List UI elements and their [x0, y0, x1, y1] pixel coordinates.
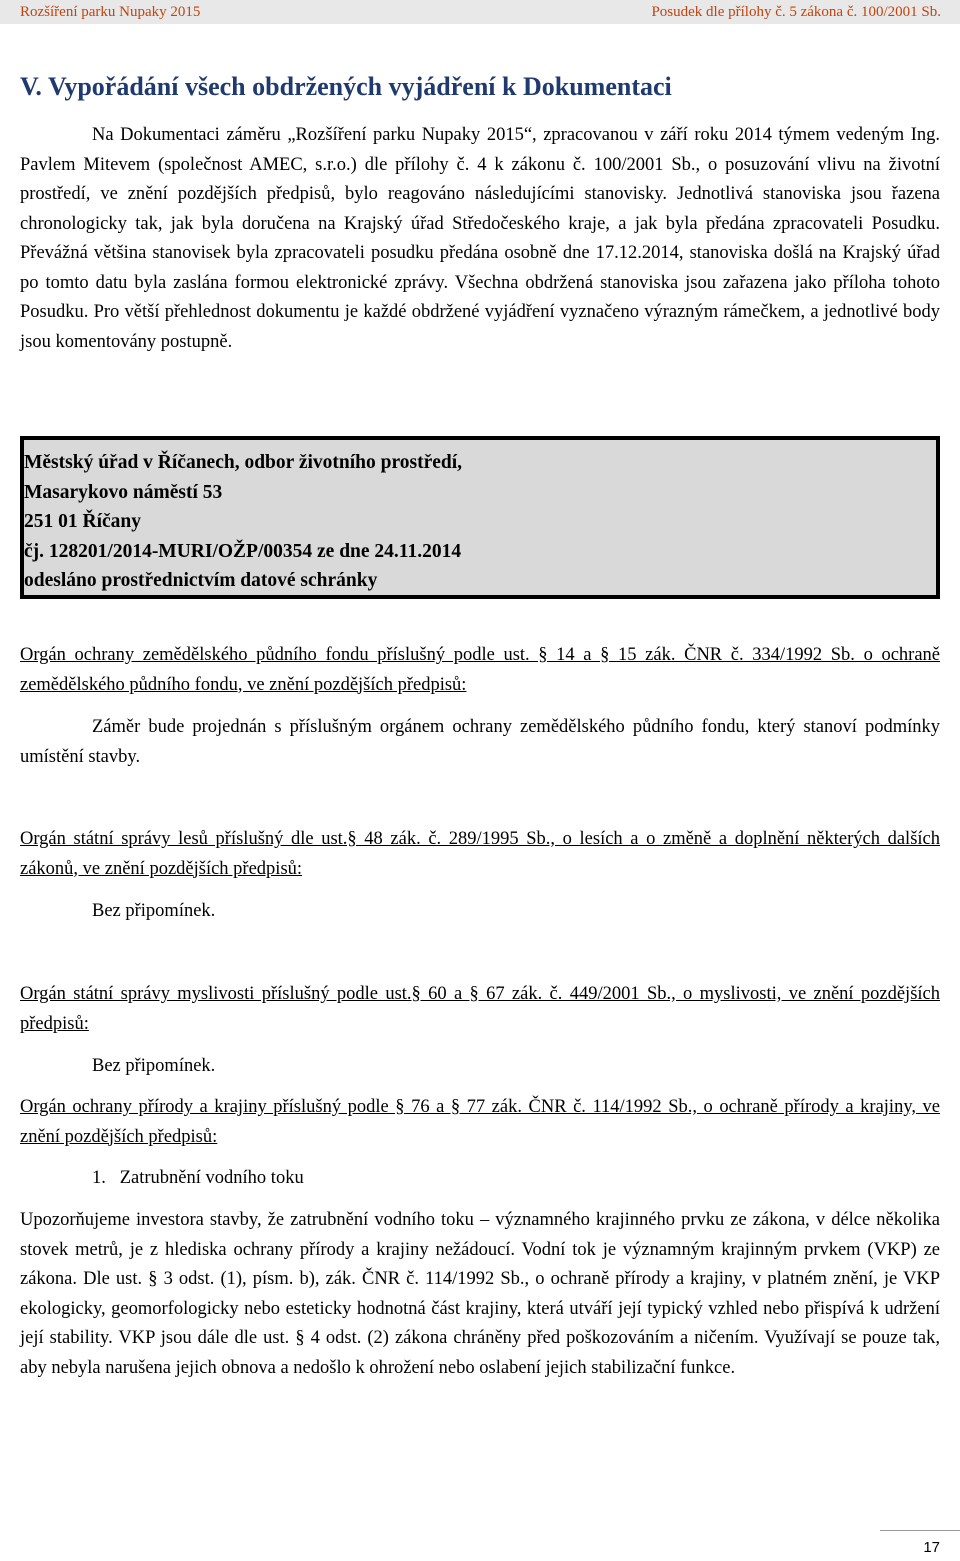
section-title: V. Vypořádání všech obdržených vyjádření k Dokumentaci — [20, 72, 672, 101]
organ-lesy-text: Bez připomínek. — [92, 901, 216, 921]
box-street: Masarykovo náměstí 53 — [24, 481, 223, 503]
list-item: 1. Zatrubnění vodního toku — [92, 1168, 304, 1188]
header-document-title: Rozšíření parku Nupaky 2015 — [20, 4, 201, 20]
header-document-type: Posudek dle přílohy č. 5 zákona č. 100/2001 Sb. — [651, 4, 941, 20]
organ-myslivost-heading: Orgán státní správy myslivosti příslušný podle ust.§ 60 a § 67 zák. č. 449/2001 Sb., o myslivosti, ve znění pozdějších předpisů: — [20, 984, 940, 1034]
box-city: 251 01 Říčany — [24, 511, 141, 532]
page-number: 17 — [923, 1539, 940, 1556]
footer-rule — [880, 1530, 960, 1531]
organ-lesy-heading: Orgán státní správy lesů příslušný dle ust.§ 48 zák. č. 289/1995 Sb., o lesích a o změně a doplnění některých dalších zákonů, ve znění pozdějších předpisů: — [20, 829, 940, 879]
organ-priroda-heading: Orgán ochrany přírody a krajiny příslušný podle § 76 a § 77 zák. ČNR č. 114/1992 Sb., o ochraně přírody a krajiny, ve znění pozdějších předpisů: — [20, 1097, 940, 1147]
organ-zpf-heading: Orgán ochrany zemědělského půdního fondu příslušný podle ust. § 14 a § 15 zák. ČNR č. 334/1992 Sb. o ochraně zemědělského půdního fondu, ve znění pozdějších předpisů: — [20, 645, 940, 695]
box-office: Městský úřad v Říčanech, odbor životního prostředí, — [24, 452, 463, 473]
organ-myslivost-text: Bez připomínek. — [92, 1056, 216, 1076]
running-header — [0, 0, 960, 24]
organ-priroda-text: Upozorňujeme investora stavby, že zatrubnění vodního toku – významného krajinného prvku ze zákona, v délce několika stovek metrů, je z hlediska ochrany přírody a krajiny nežádoucí. Vodní tok je významným krajinným prvkem (VKP) ze zákona. Dle ust. § 3 odst. (1), písm. b), zák. ČNR č. 114/1992 Sb., o ochraně přírody a krajiny, v platném znění, je VKP ekologicky, geomorfologicky nebo esteticky hodnotná část krajiny, která utváří její typický vzhled nebo přispívá k udržení její stability. VKP jsou dále dle ust. § 4 odst. (2) zákona chráněny před poškozováním a ničením. Využívají se pouze tak, aby nebyla narušena jejich obnova a nedošlo k ohrožení nebo oslabení jejich stabilizační funkce. — [20, 1210, 940, 1378]
box-delivery: odesláno prostřednictvím datové schránky — [24, 570, 378, 591]
statement-box — [20, 436, 940, 599]
intro-paragraph: Na Dokumentaci záměru „Rozšíření parku Nupaky 2015“, zpracovanou v září roku 2014 týmem vedeným Ing. Pavlem Mitevem (společnost AMEC, s.r.o.) dle přílohy č. 4 k zákonu č. 100/2001 Sb., o posuzování vlivu na životní prostředí, ve znění pozdějších předpisů, bylo reagováno následujícími stanovisky. Jednotlivá stanoviska jsou řazena chronologicky tak, jak byla doručena na Krajský úřad Středočeského kraje, a jak byla předána zpracovateli Posudku. Převážná většina stanovisek byla zpracovateli posudku předána osobně dne 17.12.2014, stanoviska došlá na Krajský úřad po tomto datu byla zaslána formou elektronické zprávy. Všechna obdržená stanoviska jsou zařazena jako příloha tohoto Posudku. Pro větší přehlednost dokumentu je každé obdržené vyjádření vyznačeno výrazným rámečkem, a jednotlivé body jsou komentovány postupně. — [20, 125, 940, 352]
box-reference: čj. 128201/2014-MURI/OŽP/00354 ze dne 24.11.2014 — [24, 540, 462, 562]
organ-zpf-text: Záměr bude projednán s příslušným orgánem ochrany zemědělského půdního fondu, který stanoví podmínky umístění stavby. — [20, 717, 940, 767]
